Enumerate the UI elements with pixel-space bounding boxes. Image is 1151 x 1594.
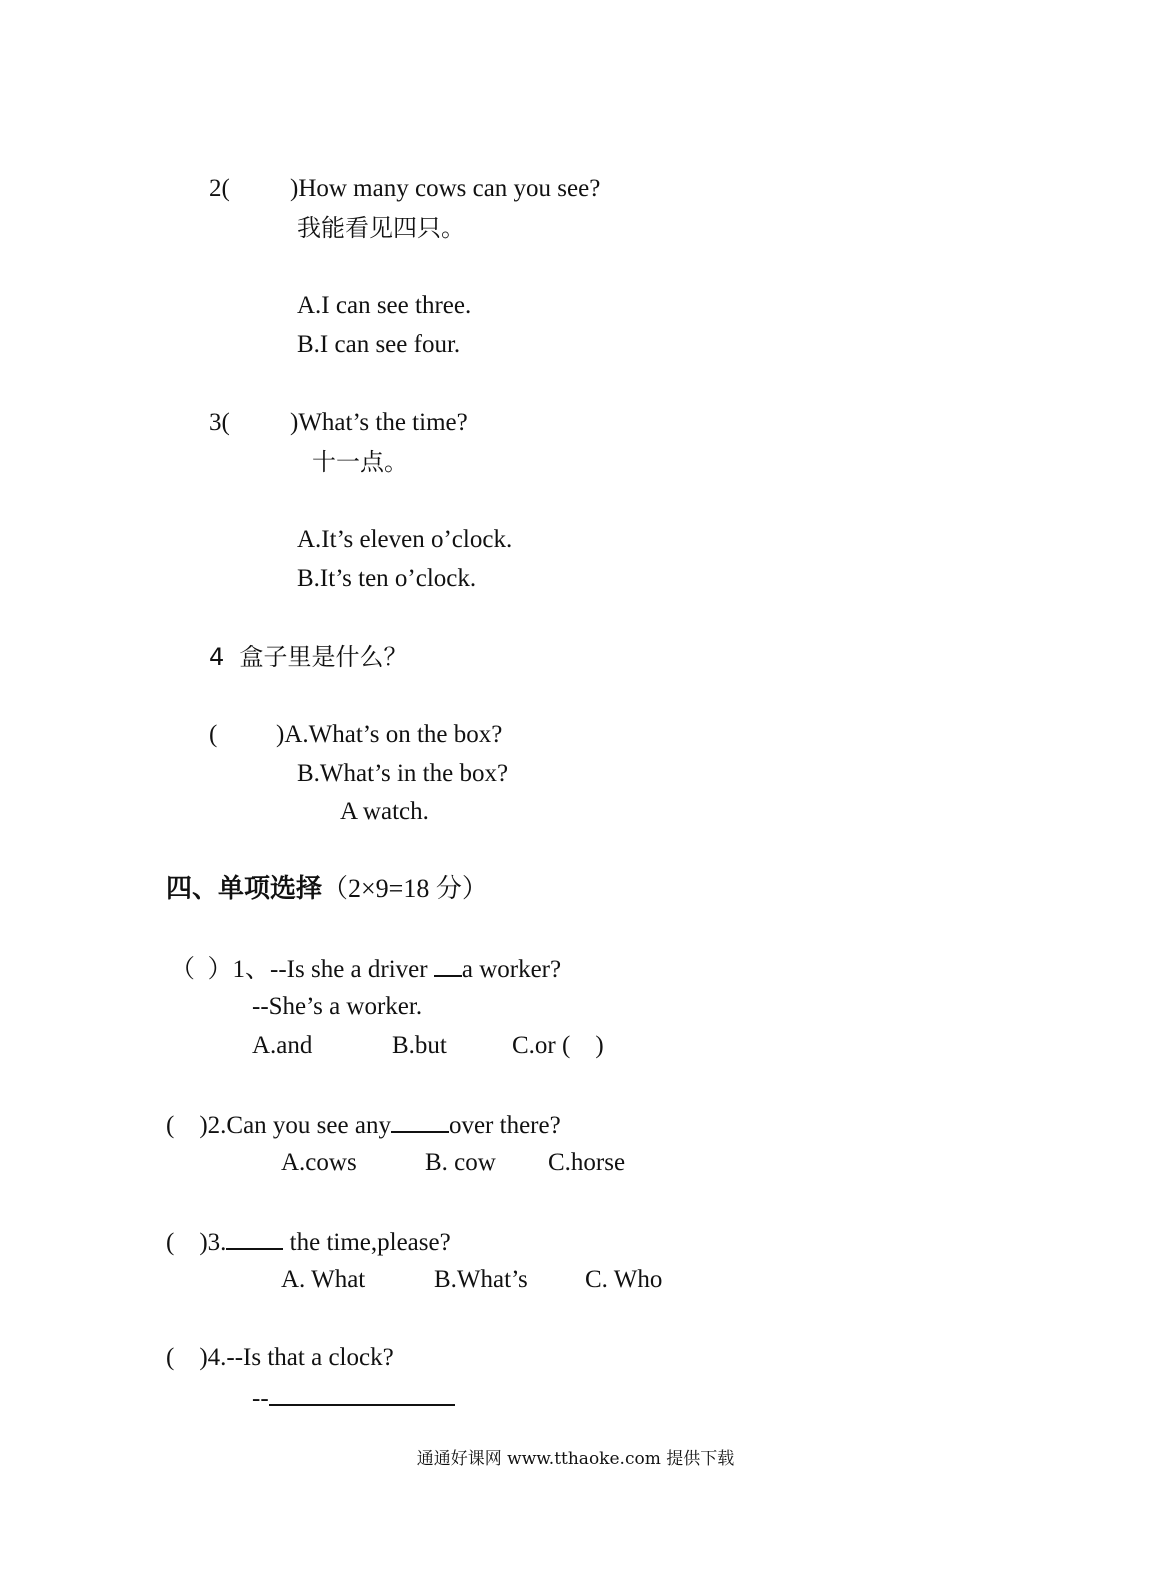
mc1-question-end: a worker? [461, 956, 562, 983]
mc4-bracket: ( ) [166, 1344, 208, 1371]
mc4-reply-prefix: -- [252, 1385, 269, 1412]
q2-option-b: B.I can see four. [297, 331, 461, 358]
q4-option-a: )A.What’s on the box? [276, 721, 503, 748]
q3-chinese: 十一点。 [312, 448, 408, 476]
mc3-option-a: A. What [281, 1266, 366, 1293]
mc1-reply: --She’s a worker. [252, 993, 423, 1020]
q3-question: )What’s the time? [290, 409, 468, 436]
q4-prompt: 4 盒子里是什么？ [209, 643, 408, 671]
q3-option-b: B.It’s ten o’clock. [297, 565, 477, 592]
mc2-question-end: over there? [448, 1112, 561, 1139]
mc4-reply [252, 1382, 455, 1414]
q3-number: 3( [209, 409, 230, 436]
mc2-question-start: 2.Can you see any [207, 1112, 391, 1139]
q4-answer: A watch. [340, 798, 429, 825]
section-heading [166, 874, 488, 904]
mc1-line [170, 953, 561, 985]
mc2-line [166, 1109, 561, 1141]
mc2-blank [391, 1109, 449, 1133]
mc1-option-a: A.and [252, 1032, 313, 1059]
q4-open-bracket: ( [209, 721, 218, 748]
section-title: 四、单项选择 [166, 874, 323, 903]
mc3-option-b: B.What’s [434, 1266, 528, 1293]
mc3-option-c: C. Who [585, 1266, 663, 1293]
mc3-line [166, 1226, 451, 1258]
footer-watermark: 通通好课网 www.tthaoke.com 提供下载 [416, 1449, 735, 1469]
mc3-blank [226, 1226, 283, 1250]
mc3-bracket: ( ) [166, 1229, 208, 1256]
mc1-question-start: 1、--Is she a driver [232, 956, 434, 983]
mc2-bracket: ( ) [166, 1112, 208, 1139]
mc4-line [166, 1343, 394, 1373]
q2-option-a: A.I can see three. [297, 292, 472, 319]
mc2-option-c: C.horse [548, 1149, 626, 1176]
mc3-question-start: 3. [207, 1229, 227, 1256]
mc1-option-c: C.or ( ) [512, 1032, 604, 1059]
q4-option-b: B.What’s in the box? [297, 760, 509, 787]
mc4-answer-blank [269, 1382, 455, 1406]
q2-question: )How many cows can you see? [290, 175, 601, 202]
mc1-option-b: B.but [392, 1032, 447, 1059]
q3-option-a: A.It’s eleven o’clock. [297, 526, 513, 553]
mc2-option-b: B. cow [425, 1149, 496, 1176]
section-score: （2×9=18 分） [322, 874, 488, 903]
mc1-blank [434, 953, 462, 977]
mc2-option-a: A.cows [281, 1149, 357, 1176]
mc1-bracket: （ ） [170, 956, 233, 983]
q2-number: 2( [209, 175, 230, 202]
mc4-question: 4.--Is that a clock? [207, 1344, 394, 1371]
q2-chinese: 我能看见四只。 [297, 214, 465, 242]
mc3-question-end: the time,please? [283, 1229, 451, 1256]
